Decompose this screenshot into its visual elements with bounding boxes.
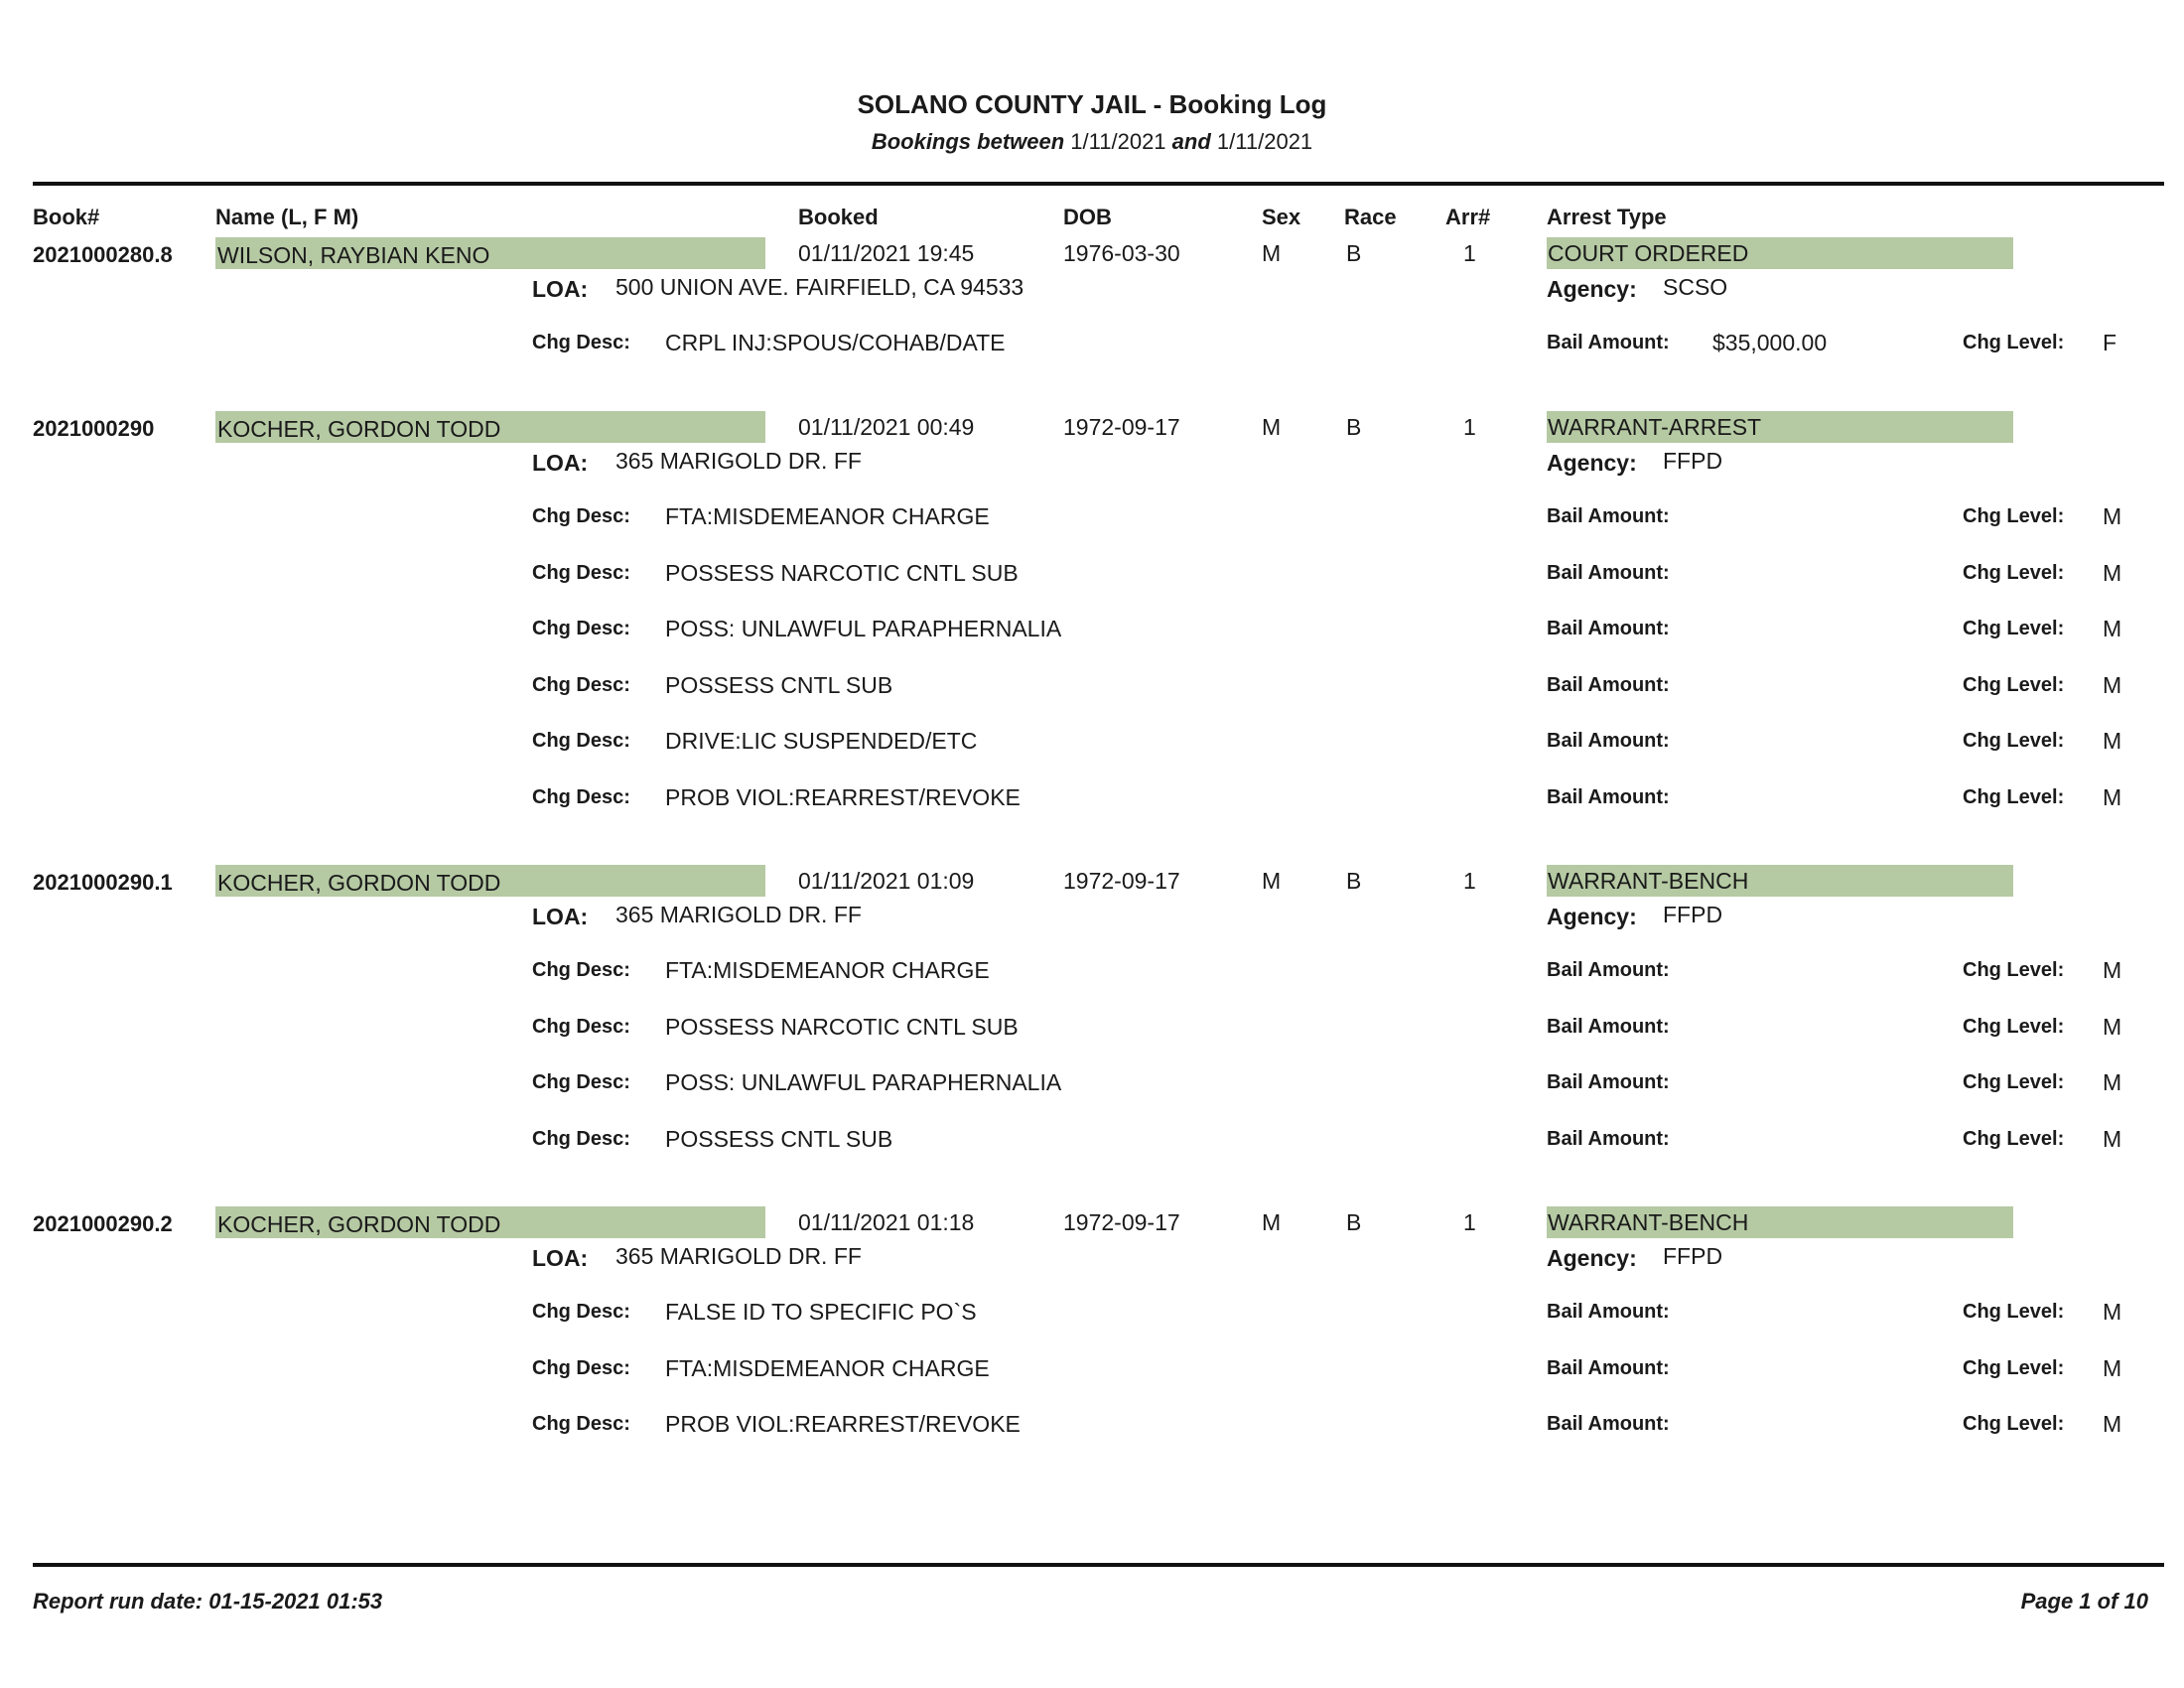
bail-amount-label: Bail Amount: bbox=[1547, 1357, 1670, 1379]
agency-label: Agency: bbox=[1547, 450, 1637, 476]
chg-level-label: Chg Level: bbox=[1963, 618, 2065, 639]
charge-description: FTA:MISDEMEANOR CHARGE bbox=[665, 957, 990, 983]
chg-desc-label: Chg Desc: bbox=[532, 786, 630, 808]
col-dob: DOB bbox=[1063, 205, 1112, 229]
loa-label: LOA: bbox=[532, 276, 589, 302]
chg-desc-label: Chg Desc: bbox=[532, 332, 630, 353]
booked-datetime: 01/11/2021 00:49 bbox=[798, 414, 975, 440]
book-number: 2021000290.2 bbox=[33, 1211, 173, 1236]
charge-level: M bbox=[2103, 1355, 2122, 1381]
bail-amount-label: Bail Amount: bbox=[1547, 1071, 1670, 1093]
chg-desc-label: Chg Desc: bbox=[532, 1357, 630, 1379]
charge-level: M bbox=[2103, 1069, 2122, 1095]
charge-level: M bbox=[2103, 1299, 2122, 1325]
bail-amount-label: Bail Amount: bbox=[1547, 1301, 1670, 1323]
charge-description: FALSE ID TO SPECIFIC PO`S bbox=[665, 1299, 977, 1325]
chg-level-label: Chg Level: bbox=[1963, 1357, 2065, 1379]
inmate-name: KOCHER, GORDON TODD bbox=[215, 865, 765, 897]
charge-level: M bbox=[2103, 560, 2122, 586]
bail-amount-label: Bail Amount: bbox=[1547, 562, 1670, 584]
sex: M bbox=[1262, 868, 1282, 894]
charge-level: M bbox=[2103, 784, 2122, 810]
bail-amount-label: Bail Amount: bbox=[1547, 618, 1670, 639]
agency-label: Agency: bbox=[1547, 1245, 1637, 1271]
chg-desc-label: Chg Desc: bbox=[532, 730, 630, 752]
bail-amount-label: Bail Amount: bbox=[1547, 1413, 1670, 1435]
dob: 1972-09-17 bbox=[1063, 1209, 1180, 1235]
charge-description: POSSESS CNTL SUB bbox=[665, 672, 893, 698]
agency-value: SCSO bbox=[1663, 274, 1728, 300]
book-number: 2021000290.1 bbox=[33, 870, 173, 895]
booked-datetime: 01/11/2021 01:18 bbox=[798, 1209, 975, 1235]
charge-level: M bbox=[2103, 957, 2122, 983]
report-title: SOLANO COUNTY JAIL - Booking Log bbox=[857, 89, 1327, 119]
subtitle-and: and bbox=[1171, 129, 1211, 154]
charge-description: FTA:MISDEMEANOR CHARGE bbox=[665, 1355, 990, 1381]
page-number: Page 1 of 10 bbox=[2020, 1589, 2148, 1614]
chg-level-label: Chg Level: bbox=[1963, 959, 2065, 981]
charge-description: CRPL INJ:SPOUS/COHAB/DATE bbox=[665, 330, 1006, 355]
charge-level: M bbox=[2103, 672, 2122, 698]
charge-description: POSS: UNLAWFUL PARAPHERNALIA bbox=[665, 616, 1062, 641]
charge-level: M bbox=[2103, 1411, 2122, 1437]
chg-desc-label: Chg Desc: bbox=[532, 1413, 630, 1435]
race: B bbox=[1346, 868, 1362, 894]
col-name: Name (L, F M) bbox=[215, 205, 359, 229]
dob: 1972-09-17 bbox=[1063, 868, 1180, 894]
arrest-count: 1 bbox=[1463, 868, 1476, 894]
chg-level-label: Chg Level: bbox=[1963, 1071, 2065, 1093]
subtitle-prefix: Bookings between bbox=[871, 129, 1065, 154]
charge-level: M bbox=[2103, 503, 2122, 529]
loa-address: 365 MARIGOLD DR. FF bbox=[615, 902, 862, 927]
arrest-count: 1 bbox=[1463, 414, 1476, 440]
booked-datetime: 01/11/2021 01:09 bbox=[798, 868, 975, 894]
date-to: 1/11/2021 bbox=[1216, 129, 1313, 154]
bail-amount-label: Bail Amount: bbox=[1547, 1016, 1670, 1038]
chg-level-label: Chg Level: bbox=[1963, 562, 2065, 584]
col-arr: Arr# bbox=[1445, 205, 1491, 229]
arrest-count: 1 bbox=[1463, 240, 1476, 266]
chg-desc-label: Chg Desc: bbox=[532, 618, 630, 639]
chg-level-label: Chg Level: bbox=[1963, 730, 2065, 752]
chg-desc-label: Chg Desc: bbox=[532, 562, 630, 584]
race: B bbox=[1346, 1209, 1362, 1235]
bail-amount-label: Bail Amount: bbox=[1547, 332, 1670, 353]
sex: M bbox=[1262, 1209, 1282, 1235]
footer-rule bbox=[33, 1563, 2164, 1567]
chg-desc-label: Chg Desc: bbox=[532, 505, 630, 527]
chg-level-label: Chg Level: bbox=[1963, 1128, 2065, 1150]
race: B bbox=[1346, 240, 1362, 266]
loa-label: LOA: bbox=[532, 1245, 589, 1271]
arrest-type: WARRANT-ARREST bbox=[1547, 411, 2013, 443]
inmate-name: KOCHER, GORDON TODD bbox=[215, 1206, 765, 1238]
charge-level: M bbox=[2103, 728, 2122, 754]
date-from: 1/11/2021 bbox=[1070, 129, 1166, 154]
arrest-count: 1 bbox=[1463, 1209, 1476, 1235]
charge-level: F bbox=[2103, 330, 2117, 355]
bail-amount-label: Bail Amount: bbox=[1547, 1128, 1670, 1150]
charge-description: PROB VIOL:REARREST/REVOKE bbox=[665, 784, 1021, 810]
col-book: Book# bbox=[33, 205, 100, 229]
bail-amount-label: Bail Amount: bbox=[1547, 505, 1670, 527]
inmate-name: KOCHER, GORDON TODD bbox=[215, 411, 765, 443]
chg-level-label: Chg Level: bbox=[1963, 505, 2065, 527]
loa-label: LOA: bbox=[532, 450, 589, 476]
charge-description: PROB VIOL:REARREST/REVOKE bbox=[665, 1411, 1021, 1437]
sex: M bbox=[1262, 414, 1282, 440]
report-subtitle bbox=[0, 129, 2184, 155]
inmate-name: WILSON, RAYBIAN KENO bbox=[215, 237, 765, 269]
arrest-type: WARRANT-BENCH bbox=[1547, 865, 2013, 897]
chg-level-label: Chg Level: bbox=[1963, 674, 2065, 696]
report-run-date: Report run date: 01-15-2021 01:53 bbox=[33, 1589, 383, 1614]
loa-address: 365 MARIGOLD DR. FF bbox=[615, 448, 862, 474]
book-number: 2021000280.8 bbox=[33, 242, 173, 267]
dob: 1976-03-30 bbox=[1063, 240, 1180, 266]
arrest-type: WARRANT-BENCH bbox=[1547, 1206, 2013, 1238]
chg-desc-label: Chg Desc: bbox=[532, 1128, 630, 1150]
agency-label: Agency: bbox=[1547, 276, 1637, 302]
charge-description: POSSESS CNTL SUB bbox=[665, 1126, 893, 1152]
agency-label: Agency: bbox=[1547, 904, 1637, 929]
col-race: Race bbox=[1344, 205, 1397, 229]
charge-description: POSSESS NARCOTIC CNTL SUB bbox=[665, 1014, 1019, 1040]
header-rule bbox=[33, 182, 2164, 186]
col-arrest-type: Arrest Type bbox=[1547, 205, 1667, 229]
race: B bbox=[1346, 414, 1362, 440]
charge-description: POSSESS NARCOTIC CNTL SUB bbox=[665, 560, 1019, 586]
chg-desc-label: Chg Desc: bbox=[532, 1071, 630, 1093]
chg-level-label: Chg Level: bbox=[1963, 1413, 2065, 1435]
col-sex: Sex bbox=[1262, 205, 1301, 229]
sex: M bbox=[1262, 240, 1282, 266]
charge-level: M bbox=[2103, 1014, 2122, 1040]
charge-level: M bbox=[2103, 616, 2122, 641]
bail-amount-label: Bail Amount: bbox=[1547, 786, 1670, 808]
chg-level-label: Chg Level: bbox=[1963, 1016, 2065, 1038]
chg-level-label: Chg Level: bbox=[1963, 1301, 2065, 1323]
chg-desc-label: Chg Desc: bbox=[532, 674, 630, 696]
bail-amount: $35,000.00 bbox=[1712, 330, 1828, 355]
bail-amount-label: Bail Amount: bbox=[1547, 959, 1670, 981]
charge-description: DRIVE:LIC SUSPENDED/ETC bbox=[665, 728, 978, 754]
charge-level: M bbox=[2103, 1126, 2122, 1152]
loa-address: 500 UNION AVE. FAIRFIELD, CA 94533 bbox=[615, 274, 1024, 300]
chg-level-label: Chg Level: bbox=[1963, 332, 2065, 353]
charge-description: FTA:MISDEMEANOR CHARGE bbox=[665, 503, 990, 529]
loa-address: 365 MARIGOLD DR. FF bbox=[615, 1243, 862, 1269]
chg-desc-label: Chg Desc: bbox=[532, 1301, 630, 1323]
col-booked: Booked bbox=[798, 205, 879, 229]
agency-value: FFPD bbox=[1663, 1243, 1723, 1269]
booked-datetime: 01/11/2021 19:45 bbox=[798, 240, 975, 266]
bail-amount-label: Bail Amount: bbox=[1547, 730, 1670, 752]
book-number: 2021000290 bbox=[33, 416, 155, 441]
chg-desc-label: Chg Desc: bbox=[532, 959, 630, 981]
chg-level-label: Chg Level: bbox=[1963, 786, 2065, 808]
chg-desc-label: Chg Desc: bbox=[532, 1016, 630, 1038]
agency-value: FFPD bbox=[1663, 448, 1723, 474]
agency-value: FFPD bbox=[1663, 902, 1723, 927]
charge-description: POSS: UNLAWFUL PARAPHERNALIA bbox=[665, 1069, 1062, 1095]
dob: 1972-09-17 bbox=[1063, 414, 1180, 440]
loa-label: LOA: bbox=[532, 904, 589, 929]
arrest-type: COURT ORDERED bbox=[1547, 237, 2013, 269]
bail-amount-label: Bail Amount: bbox=[1547, 674, 1670, 696]
